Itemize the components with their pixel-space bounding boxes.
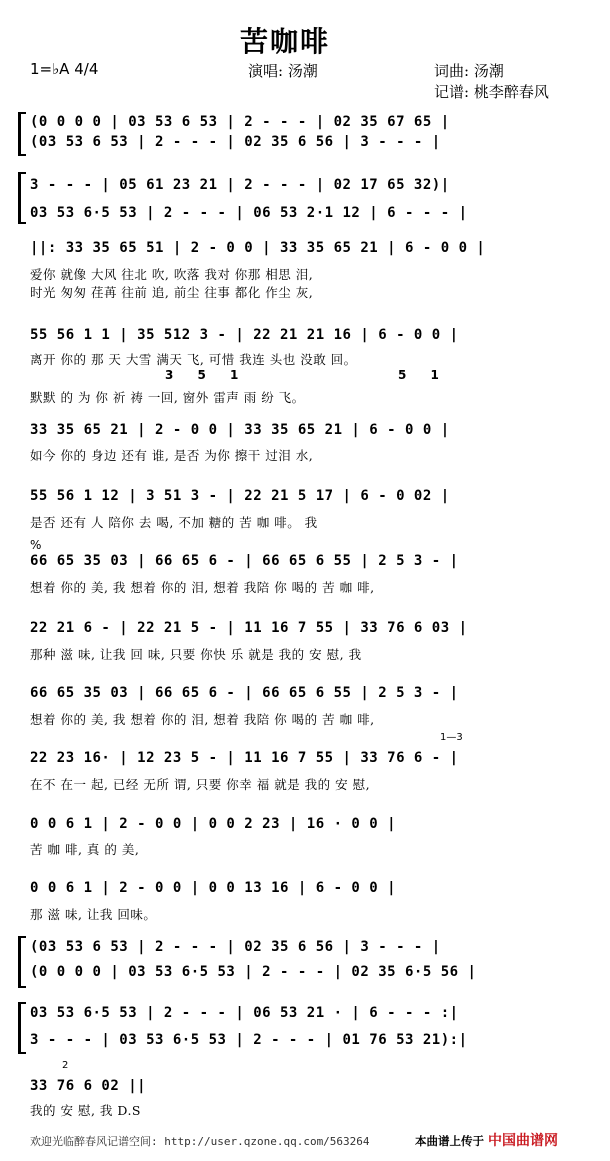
notation-row-9: 66 65 35 03 | 66 65 6 - | 66 65 6 55 | 2 5 3 - |: [30, 553, 459, 569]
lyric-line-4: 默默 的 为 你 祈 祷 一回, 窗外 雷声 雨 纷 飞。: [30, 390, 305, 405]
song-title: 苦咖啡: [240, 25, 331, 58]
volta-first-ending: 1—3: [440, 732, 463, 743]
footer-link-text: 欢迎光临醉春风记谱空间: http://user.qzone.qq.com/563264: [30, 1135, 370, 1148]
notation-row-17: 03 53 6·5 53 | 2 - - - | 06 53 21 · | 6 - - - :|: [30, 1005, 459, 1021]
transcriber-credit: 记谱: 桃李醉春风: [434, 83, 549, 101]
notation-row-18: 3 - - - | 03 53 6·5 53 | 2 - - - | 01 76 53 21):|: [30, 1032, 468, 1048]
notation-row-10: 22 21 6 - | 22 21 5 - | 11 16 7 55 | 33 76 6 03 |: [30, 620, 468, 636]
lyric-line-2: 时光 匆匆 荏苒 往前 追, 前尘 往事 都化 作尘 灰,: [30, 285, 314, 300]
notation-row-4: 03 53 6·5 53 | 2 - - - | 06 53 2·1 12 | 6 - - - |: [30, 205, 468, 221]
lyric-line-8: 那种 滋 味, 让我 回 味, 只要 你快 乐 就是 我的 安 慰, 我: [30, 647, 362, 662]
lyric-line-5: 如今 你的 身边 还有 谁, 是否 为你 擦干 过泪 水,: [30, 448, 314, 463]
lyric-line-6: 是否 还有 人 陪你 去 喝, 不加 糖的 苦 咖 啡。 我: [30, 515, 318, 530]
segno-sign: %: [30, 538, 42, 552]
notation-row-7: 33 35 65 21 | 2 - 0 0 | 33 35 65 21 | 6 - 0 0 |: [30, 422, 450, 438]
notation-row-16: (0 0 0 0 | 03 53 6·5 53 | 2 - - - | 02 35 6·5 56 |: [30, 964, 477, 980]
notation-row-1: (0 0 0 0 | 03 53 6 53 | 2 - - - | 02 35 67 65 |: [30, 114, 450, 130]
lyric-line-9: 想着 你的 美, 我 想着 你的 泪, 想着 我陪 你 喝的 苦 咖 啡,: [30, 712, 375, 727]
system-brace: [18, 112, 26, 156]
lyric-line-11: 苦 咖 啡, 真 的 美,: [30, 842, 140, 857]
alt-notes-1: 3 5 1: [165, 368, 249, 382]
lyric-line-10: 在不 在一 起, 已经 无所 谓, 只要 你幸 福 就是 我的 安 慰,: [30, 777, 371, 792]
volta-second-ending: 2: [62, 1060, 69, 1071]
notation-row-3: 3 - - - | 05 61 23 21 | 2 - - - | 02 17 65 32)|: [30, 177, 450, 193]
lyric-line-3: 离开 你的 那 天 大雪 满天 飞, 可惜 我连 头也 没敢 回。: [30, 352, 357, 367]
notation-row-14: 0 0 6 1 | 2 - 0 0 | 0 0 13 16 | 6 - 0 0 |: [30, 880, 397, 896]
lyric-line-1: 爱你 就像 大风 往北 吹, 吹落 我对 你那 相思 泪,: [30, 267, 314, 282]
system-brace: [18, 172, 26, 224]
upload-site-logo: [415, 1130, 558, 1150]
notation-row-6: 55 56 1 1 | 35 512 3 - | 22 21 21 16 | 6 - 0 0 |: [30, 327, 459, 343]
notation-row-11: 66 65 35 03 | 66 65 6 - | 66 65 6 55 | 2 5 3 - |: [30, 685, 459, 701]
upload-label: 本曲谱上传于: [415, 1134, 484, 1148]
system-brace: [18, 1002, 26, 1054]
notation-row-5: ||: 33 35 65 51 | 2 - 0 0 | 33 35 65 21 | 6 - 0 0 |: [30, 240, 486, 256]
lyric-line-7: 想着 你的 美, 我 想着 你的 泪, 想着 我陪 你 喝的 苦 咖 啡,: [30, 580, 375, 595]
notation-row-19: 33 76 6 02 ||: [30, 1078, 147, 1094]
lyric-line-12: 那 滋 味, 让我 回味。: [30, 907, 157, 922]
system-brace: [18, 936, 26, 988]
site-name: 中国曲谱网: [488, 1133, 559, 1149]
lyric-line-13: 我的 安 慰, 我 D.S: [30, 1103, 141, 1118]
notation-row-2: (03 53 6 53 | 2 - - - | 02 35 6 56 | 3 - - - |: [30, 134, 441, 150]
key-signature: 1=♭A 4/4: [30, 60, 99, 78]
lyricist-credit: 词曲: 汤潮: [434, 62, 504, 80]
singer-credit: 演唱: 汤潮: [248, 62, 318, 80]
notation-row-13: 0 0 6 1 | 2 - 0 0 | 0 0 2 23 | 16 · 0 0 |: [30, 816, 397, 832]
notation-row-15: (03 53 6 53 | 2 - - - | 02 35 6 56 | 3 - - - |: [30, 939, 441, 955]
notation-row-8: 55 56 1 12 | 3 51 3 - | 22 21 5 17 | 6 - 0 02 |: [30, 488, 450, 504]
alt-notes-2: 5 1: [398, 368, 449, 382]
notation-row-12: 22 23 16· | 12 23 5 - | 11 16 7 55 | 33 76 6 - |: [30, 750, 459, 766]
